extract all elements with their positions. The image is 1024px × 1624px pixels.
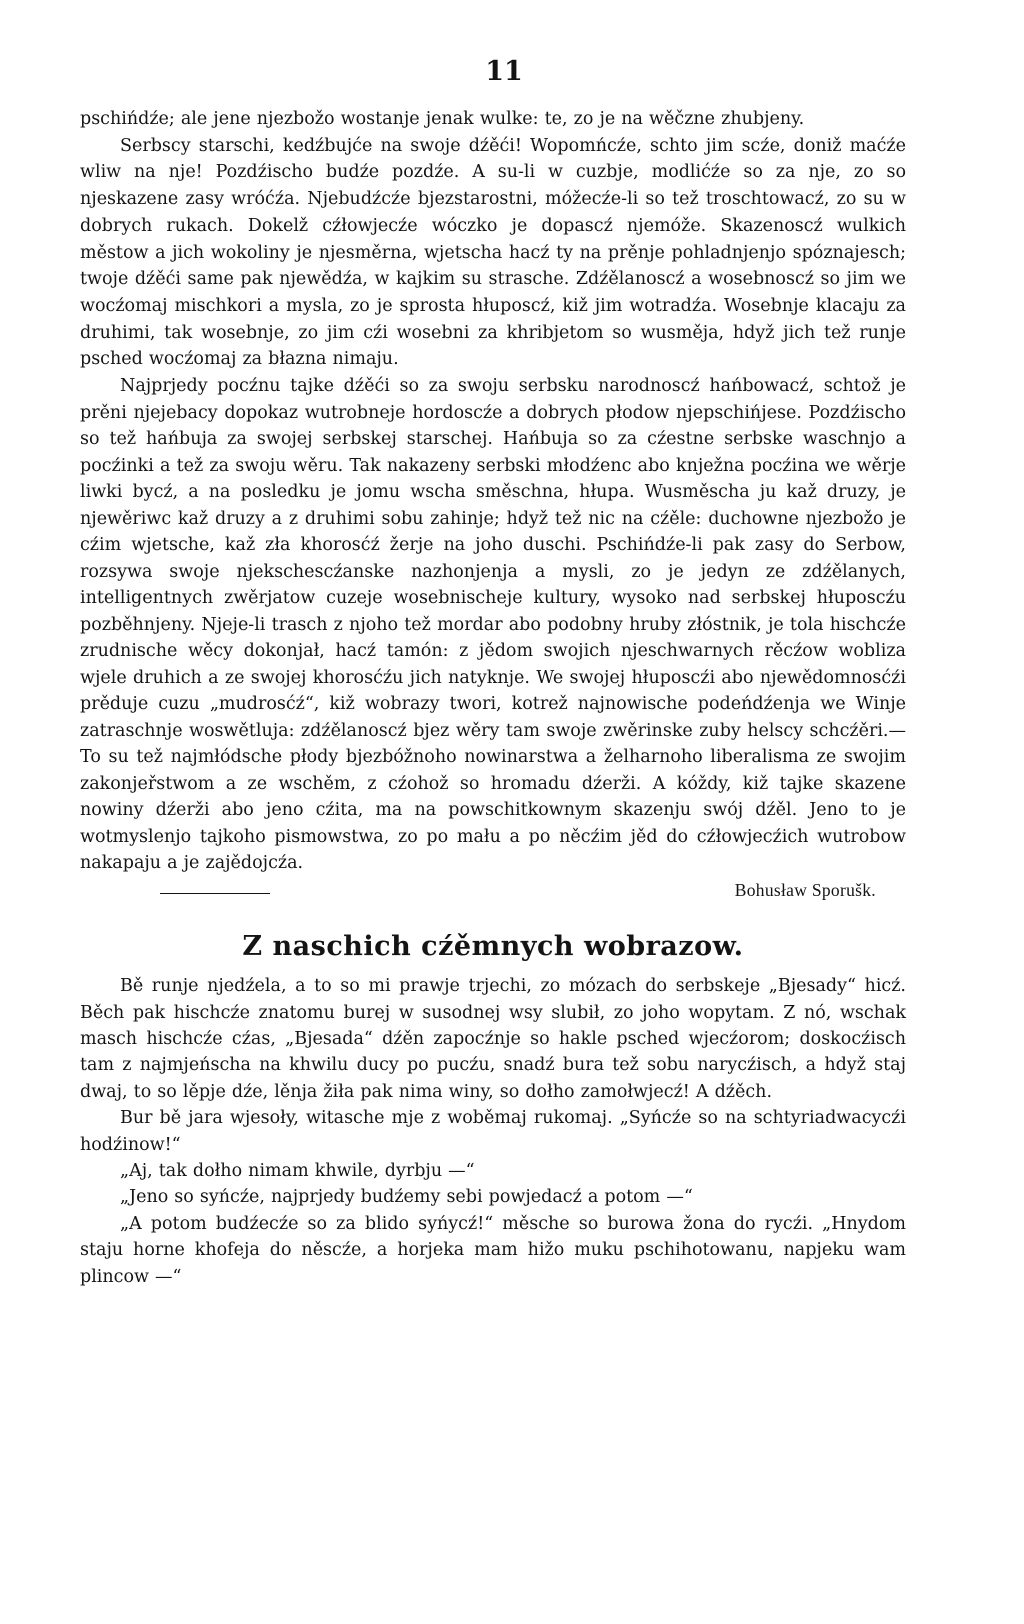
- article-paragraph-3: Najprjedy pocźnu tajke dźěći so za swoju serbsku narodnoscź hańbowacź, schtož je prěni njejebacy dopokaz wutrobneje hordoscźe a dobrych płodow njepschińjese. Pozdźischo so tež hańbuja za swojej serbskej starschej. Hańbuja so za cźestne serbske waschnjo a pocźinki a tež za swoju wěru. Tak nakazeny serbski młodźenc abo knježna pocźina we wěrje liwki bycź, a na posledku je jomu wscha směschna, hłupa. Wusměscha ju kaž druzy, je njewěriwc kaž druzy a z druhimi sobu zahinje; hdyž tež nic na cźěle: duchowne njezbožo je cźim wjetsche, kaž zła khorosćź žerje na joho duschi. Pschińdźe-li pak zasy do Serbow, rozsywa swoje njekschescźanske nazhonjenja a mysli, zo je jedyn ze zdźělanych, intelligentnych zwěrjatow cuzeje wosebnischeje kultury, wysoko nad serbskej hłuposcźu pozběhnjeny. Njeje-li trasch z njoho tež mordar abo podobny hruby złóstnik, je tola hischcźe zrudnische wěcy dokonjał, hacź tamón: z jědom swojich njeschwarnych rěcźow wobliza wjele druhich a ze swojej khorosćźu jich natyknje. We swojej hłuposcźi abo njewědomnosćźi prěduje cuzu „mudrosćź“, kiž wobrazy twori, kotrež najnowische podeńdźenja we Winje zatraschnje woswětluja: zdźělanoscź bjez wěry tam swoje zwěrinske zuby helscy schcźěri.— To su tež najmłódsche płody bjezbóžnoho nowinarstwa a želharnoho liberalisma ze swojim zakonjeřstwom a ze wschěm, z cźohož so hromadu dźerži. A kóždy, kiž tajke skazene nowiny dźerži abo jeno cźita, ma na powschitkownym skazenju swój dźěl. Jeno to je wotmyslenjo tajkoho pismowstwa, zo po mału a po něcźim jěd do cźłowjecźich wutrobow nakapaju a je zajědojcźa.: [80, 376, 906, 874]
- author-signature: Bohusław Sporušk.: [734, 879, 876, 900]
- section-title: Z naschich cźěmnych wobrazow.: [242, 931, 744, 963]
- document-page: [80, 52, 906, 1290]
- signature-row: [80, 877, 906, 904]
- section-body: [80, 973, 906, 1290]
- section-paragraph-5: „A potom budźecźe so za blido syńycź!“ měsche so burowa žona do rycźi. „Hnydom staju horne khofeja do něscźe, a horjeka mam hižo muku pschihotowanu, napjeku wam plincow —“: [80, 1213, 906, 1287]
- article-paragraph-2: Serbscy starschi, kedźbujće na swoje dźěći! Wopomńcźe, schto jim scźe, doniž maćźe wliw na nje! Pozdźischo budźe pozdźe. A su-li w cuzbje, modlićźe so za nje, zo so njeskazene zasy wróćźa. Njebudźcźe bjezstarostni, móžecźe-li so tež troschtowacź, zo su w dobrych rukach. Dokelž cźłowjecźe wóczko je dopascź njemóže. Skazenoscź wulkich městow a jich wokoliny je njesměrna, wjetscha hacź ty na prěnje pohladnjenjo spóznajesch; twoje dźěći same pak njewědźa, w kajkim su strasche. Zdźělanoscź a wosebnoscź so jim we wocźomaj mischkori a mysla, zo je sprosta hłuposcź, kiž jim wotradźa. Wosebnje klacaju za druhimi, tak wosebnje, zo jim cźi wosebni za khribjetom so wusměja, hdyž jich tež runje psched wocźomaj za błazna nimaju.: [80, 135, 906, 370]
- section-paragraph-3: „Aj, tak dołho nimam khwile, dyrbju —“: [120, 1161, 475, 1182]
- section-paragraph-1: Bě runje njedźela, a to so mi prawje trjechi, zo mózach do serbskeje „Bjesady“ hicź. Běch pak hischcźe znatomu burej w susodnej wsy slubił, zo joho wopytam. Z nó, wschak masch hischcźe cźas, „Bjesada“ dźěn zapocźnje so hakle psched wjecźorom; doskocźisch tam z najmjeńscha na khwilu ducy po pucźu, snadź bura tež sobu narycźisch, a hdyž staj dwaj, to so lěpje dźe, lěnja žiła pak nima winy, so dołho zamołwjecź! A dźěch.: [80, 976, 906, 1102]
- section-paragraph-2: Bur bě jara wjesoły, witasche mje z woběmaj rukomaj. „Syńcźe so na schtyriadwacycźi hodźinow!“: [80, 1108, 906, 1155]
- article-paragraph-1: pschińdźe; ale jene njezbožo wostanje jenak wulke: te, zo je na wěčzne zhubjeny.: [80, 109, 805, 129]
- article-body: [80, 106, 906, 903]
- separator-rule: [160, 893, 270, 894]
- page-number: 11: [485, 56, 523, 87]
- section-paragraph-4: „Jeno so syńcźe, najprjedy budźemy sebi powjedacź a potom —“: [120, 1187, 693, 1208]
